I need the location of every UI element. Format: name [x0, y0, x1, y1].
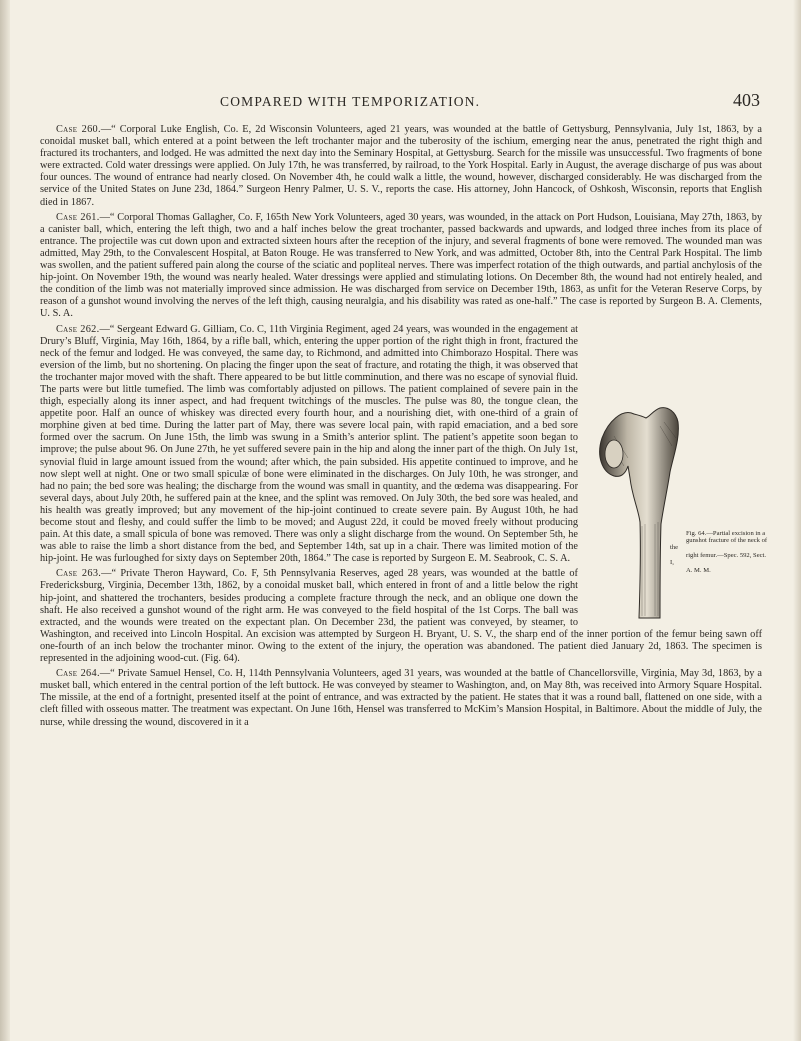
running-header: [60, 92, 760, 114]
case-text: —“ Sergeant Edward G. Gilliam, Co. C, 11th Virginia Regiment, aged 24 years, was wounded in the engagement at Drury’s Bluff, Virginia, May 16th, 1864, by a rifle ball, which, entering the upper portion of the right thigh in front, fractured the neck of the femur and lodged. He was conveyed, the same day, to Richmond, and admitted into Chimborazo Hospital. There was eversion of the limb, but no shortening. On placing the finger upon the seat of fracture, and rotating the thigh, it was observed that the trochanter major moved with the shaft. There appeared to be but little comminution, and there was no escape of synovial fluid. The parts were but little tumefied. The limb was comfortably adjusted on pillows. The patient complained of severe pain in the thigh, especially along its inner aspect, and had frequent twitchings of the muscles. The pulse was 80, the tongue clean, the appetite poor. Half an ounce of whiskey was directed every fourth hour, and a nourishing diet, with one-third of a grain of morphine given at bed time. During the latter part of May, there was severe local pain, with rapid emaciation, and a bed sore formed over the sacrum. On June 15th, the limb was swung in a Smith’s anterior splint. The patient’s appetite soon began to improve; the pulse about 96. On June 27th, he yet suffered severe pain in the hip and along the inner part of the thigh. On July 1st, synovial fluid in large amount issued from the wound; after which, the pain subsided. His appetite continued to improve, and he now slept well at night. One or two small spiculæ of bone were eliminated in the discharges. On July 10th, he was stronger, and had no pain; the bed sore was healing; the discharge from the wound was small in quantity, and the œdema was disappearing. For several days, about July 20th, he suffered pain at the knee, and the splint was removed. On July 30th, the bed sore was healed, and his health was greatly improved; but any movement of the hip-joint continued to create severe pain. By August 10th, he had become stout and fleshy, and could suffer the limb to be moved; and August 22d, it could be moved freely without producing pain. At this date, a small spicula of bone was removed. There was only a slight discharge from the wound. On September 5th, he was able to raise the limb a short distance from the bed, and September 14th, sat up in a chair. There was limited motion of the hip-joint. He was furloughed for sixty days on September 20th, 1864.” The case is reported by Surgeon E. M. Seabrook, C. S. A.: [40, 323, 578, 565]
case-264-paragraph: [40, 668, 762, 728]
case-text: —“ Private Theron Hayward, Co. F, 5th Pennsylvania Reserves, aged 28 years, was wounded at the battle of Fredericksburg, Virginia, December 13th, 1862, by a conoidal musket ball, which entered in front of and a little below the right hip-joint, and shattered the trochanters, besides producing a complete fracture through the neck, and an oblique one down the shaft. He also received a gunshot wound of the right arm. He was conveyed to the field hospital of the 1st Corps. The ball was extracted, and the wounds were treated on the expectant plan. On December 23d, the patient was conveyed, by steamer, to Washington, and received into Lincoln Hospital. An excision was attempted by Surgeon H. Bryant, U. S. V., the sharp end of the inner portion of the femur being sawn off one-fourth of an inch below the trochanter minor. Owing to the extent of the injury, the operation was abandoned. The patient died January 2d, 1863. The specimen is represented in the adjoining wood-cut. (Fig. 64).: [40, 568, 762, 665]
case-label: Case 262.: [56, 323, 100, 335]
femur-figure: [584, 326, 774, 624]
case-text: —“ Corporal Thomas Gallagher, Co. F, 165th New York Volunteers, aged 30 years, was wounded, in the attack on Port Hudson, Louisiana, May 27th, 1863, by a canister ball, which, entering the left thigh, two and a half inches below the great trochanter, passed backwards and upwards, and lodged three inches from its place of entrance. The projectile was cut down upon and extracted sixteen hours after the reception of the injury, and several fragments of bone were removed. The wounded man was admitted, May 29th, to the Convalescent Hospital, at Baton Rouge. He was transferred to New York, and was admitted, October 8th, into the Central Park Hospital. The limb was swollen, and the patient suffered pain along the course of the sciatic and popliteal nerves. There was imperfect rotation of the thigh outwards, and partial anchylosis of the hip-joint. On November 19th, the wound was nearly healed. Water dressings were applied and stimulating lotions. On December 8th, the wound had not entirely healed, and the condition of the limb was not materially improved since admission. He was discharged from service on December 19th, 1863, as unfit for the Veteran Reserve Corps, by reason of a gunshot wound involving the nerves of the left thigh, causing neuralgia, and his disability was rated as one-half.” The case is reported by Surgeon B. A. Clements, U. S. A.: [40, 211, 762, 320]
body-text: [40, 124, 768, 732]
page-edge-shadow: [793, 0, 801, 1041]
caption-line: right femur.—Spec. 592, Sect. I,: [670, 551, 767, 567]
case-label: Case 260.: [56, 124, 101, 135]
page-gutter-shadow: [0, 0, 10, 1041]
femur-woodcut-illustration: [594, 326, 694, 624]
case-label: Case 261.: [56, 211, 100, 223]
case-text: —“ Corporal Luke English, Co. E, 2d Wisconsin Volunteers, aged 21 years, was wounded at the battle of Gettysburg, Pennsylvania, July 1st, 1863, by a conoidal musket ball, which entered at a point between the left trochanter major and the tuberosity of the ischium, emerging near the anus, penetrated the right thigh and fractured its trochanters, and lodged. He was admitted the next day into the Seminary Hospital, at Gettysburg. Search for the missile was unsuccessful. Two fragments of bone were extracted. Cold water dressings were applied. On July 17th, he was transferred, by railroad, to the York Hospital. Early in August, the average discharge of pus was about four ounces. The wound of entrance had nearly closed. On November 4th, he could walk a little, the wound, however, discharged considerably. He was discharged from the service of the United States on June 23d, 1864.” Surgeon Henry Palmer, U. S. V., reports the case. His attorney, John Hancock, of Oshkosh, Wisconsin, reports that English died in 1867.: [40, 124, 763, 208]
case-label: Case 264.: [56, 668, 100, 680]
page-number: 403: [733, 90, 760, 110]
figure-caption: [670, 530, 768, 574]
running-title: COMPARED WITH TEMPORIZATION.: [220, 94, 481, 109]
caption-line: gunshot fracture of the neck of the: [670, 536, 768, 552]
caption-line: Fig. 64.—Partial excision in a: [686, 529, 766, 537]
case-261-paragraph: [40, 212, 762, 321]
caption-line: A. M. M.: [686, 566, 711, 574]
case-260-paragraph: [40, 124, 762, 209]
case-label: Case 263.: [56, 568, 102, 580]
case-text: —“ Private Samuel Hensel, Co. H, 114th Pennsylvania Volunteers, aged 31 years, was wounded at the battle of Chancellorsville, Virginia, May 3d, 1863, by a musket ball, which entered in the central portion of the left buttock. He was conveyed by steamer to Washington, and, on May 8th, was received into Armory Square Hospital. The missile, at the end of a fortnight, presented itself at the point of entrance, and was extracted by the patient. He states that it was a round ball, flattened on one side, with a cleft filled with osseous matter. The treatment was expectant. On June 16th, Hensel was transferred to McKim’s Mansion Hospital, in Baltimore. About the middle of July, the nurse, while dressing the wound, discovered in it a: [40, 668, 762, 728]
